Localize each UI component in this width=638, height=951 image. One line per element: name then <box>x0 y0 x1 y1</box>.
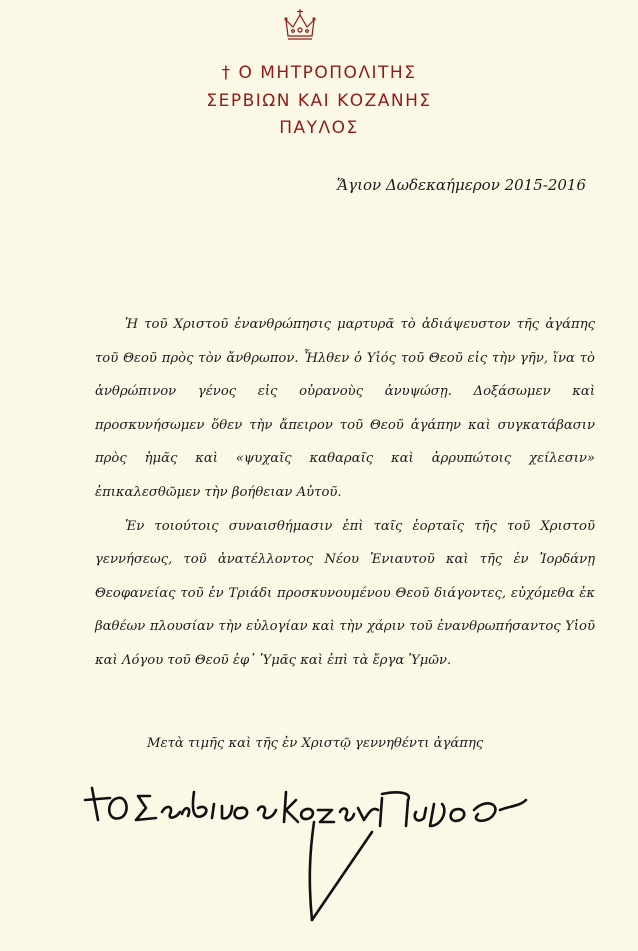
body-paragraph-2: Ἐν τοιούτοις συναισθήμασιν ἐπὶ ταῖς ἑορταῖς τῆς τοῦ Χριστοῦ γεννήσεως, τοῦ ἀνατέλλοντος Νέου Ἐνιαυτοῦ καὶ τῆς ἐν Ἰορδάνῃ Θεοφανείας τοῦ ἐν Τριάδι προσκυνουμένου Θεοῦ διάγοντες, εὐχόμεθα ἐκ βαθέων πλουσίαν τὴν εὐλογίαν καὶ τὴν χάριν τοῦ ἐνανθρωπήσαντος Υἱοῦ καὶ Λόγου τοῦ Θεοῦ ἐφ᾿ Ὑμᾶς καὶ ἐπὶ τὰ ἔργα Ὑμῶν. <box>95 518 595 668</box>
handwritten-signature <box>82 770 542 935</box>
letterhead-title: † Ο ΜΗΤΡΟΠΟΛΙΤΗΣ <box>221 63 417 83</box>
letterhead-name: ΠΑΥΛΟΣ <box>279 118 359 138</box>
crown-icon <box>282 8 318 44</box>
letterhead-see: ΣΕΡΒΙΩΝ ΚΑΙ ΚΟΖΑΝΗΣ <box>206 91 432 111</box>
letter-body <box>95 308 595 678</box>
closing-line: Μετὰ τιμῆς καὶ τῆς ἐν Χριστῷ γεννηθέντι ἀγάπης <box>147 736 484 751</box>
body-paragraph-1: Ἡ τοῦ Χριστοῦ ἐνανθρώπησις μαρτυρᾶ τὸ ἀδιάψευστον τῆς ἀγάπης τοῦ Θεοῦ πρὸς τὸν ἄνθρωπον. Ἦλθεν ὁ Υἱός τοῦ Θεοῦ εἰς τὴν γῆν, ἵνα τὸ ἀνθρώπινον γένος εἰς οὐρανοὺς ἀνυψώσῃ. Δοξάσωμεν καὶ προσκυνήσωμεν ὅθεν τὴν ἄπειρον τοῦ Θεοῦ ἀγάπην καὶ συγκατάβασιν πρὸς ἡμᾶς καὶ «ψυχαῖς καθαραῖς καὶ ἀρρυπώτοις χείλεσιν» ἐπικαλεσθῶμεν τὴν βοήθειαν Αὐτοῦ. <box>95 317 595 500</box>
letter-date: Ἅγιον Δωδεκαήμερον 2015-2016 <box>336 176 586 194</box>
